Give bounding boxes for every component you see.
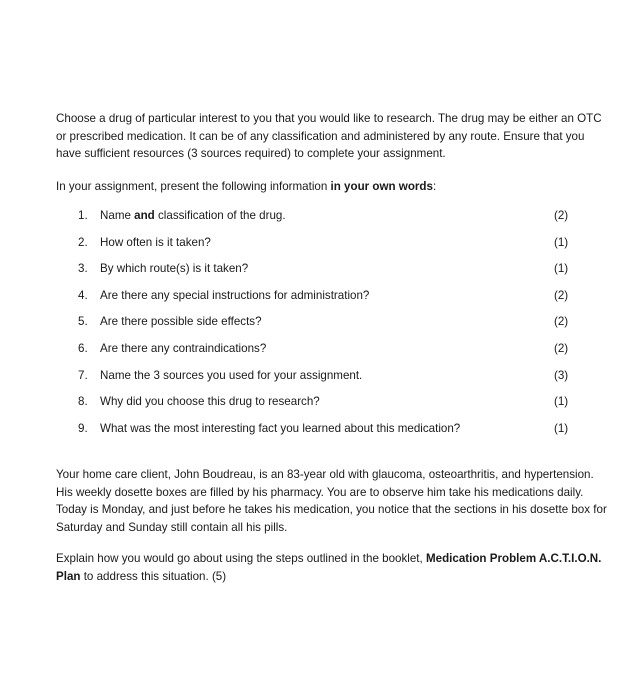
intro-paragraph: Choose a drug of particular interest to you that you would like to research. The drug may be either an OTC or prescribed medication. It can be of any classification and administered by any route. Ensure that you have sufficient resources (3 sources required) to complete your assignment. xyxy=(56,112,602,160)
question-text: Name and classification of the drug. xyxy=(100,209,286,222)
question-text: Why did you choose this drug to research? xyxy=(100,395,320,409)
question-number: 6. xyxy=(78,341,88,355)
question-marks: (1) xyxy=(554,235,569,249)
question-item xyxy=(56,260,612,287)
question-number: 7. xyxy=(78,368,88,382)
question-number: 8. xyxy=(78,395,88,409)
assignment-content xyxy=(56,110,612,585)
question-item xyxy=(56,287,612,314)
question-text: Name the 3 sources you used for your assignment. xyxy=(100,368,363,382)
instructions-line xyxy=(56,178,612,196)
question-item xyxy=(56,234,612,261)
question-marks: (1) xyxy=(554,262,569,276)
question-marks: (2) xyxy=(554,288,569,302)
question-item xyxy=(56,393,612,420)
question-text: Are there any contraindications? xyxy=(100,341,267,355)
question-item xyxy=(56,207,612,234)
question-marks: (2) xyxy=(554,341,569,355)
question-text: Are there possible side effects? xyxy=(100,315,262,329)
scenario-paragraph: Your home care client, John Boudreau, is an 83-year old with glaucoma, osteoarthritis, and hypertension. His weekly dosette boxes are filled by his pharmacy. You are to observe him take his medications daily. Today is Monday, and just before he takes his medication, you notice that the sections in his dosette box for Saturday and Sunday still contain all his pills. xyxy=(56,468,607,534)
task-text-end: to address this situation. (5) xyxy=(80,569,227,583)
question-marks: (3) xyxy=(554,368,569,382)
question-text: By which route(s) is it taken? xyxy=(100,262,249,276)
question-marks: (1) xyxy=(554,395,569,409)
question-item xyxy=(56,340,612,367)
question-marks: (2) xyxy=(554,209,569,222)
task-emphasis: Medication Problem A.C.T.I.O.N. Plan xyxy=(56,552,602,583)
question-marks: (1) xyxy=(554,421,569,435)
question-number: 1. xyxy=(78,209,88,222)
instructions-colon: : xyxy=(432,179,437,193)
question-text: Are there any special instructions for administration? xyxy=(100,288,370,302)
task-text: Explain how you would go about using the steps outlined in the booklet, xyxy=(56,552,426,566)
question-number: 2. xyxy=(78,235,88,249)
question-text: What was the most interesting fact you learned about this medication? xyxy=(100,421,461,435)
task-paragraph xyxy=(56,550,612,585)
question-number: 9. xyxy=(78,421,88,435)
question-item xyxy=(56,313,612,340)
instructions-emphasis: in your own words xyxy=(330,179,433,193)
question-text: How often is it taken? xyxy=(100,235,211,249)
question-number: 4. xyxy=(78,288,88,302)
question-number: 5. xyxy=(78,315,88,329)
instructions-text: In your assignment, present the following information xyxy=(56,179,331,193)
question-list xyxy=(56,207,612,446)
question-marks: (2) xyxy=(554,315,569,329)
question-item xyxy=(56,367,612,394)
question-item xyxy=(56,420,612,447)
question-number: 3. xyxy=(78,262,88,276)
